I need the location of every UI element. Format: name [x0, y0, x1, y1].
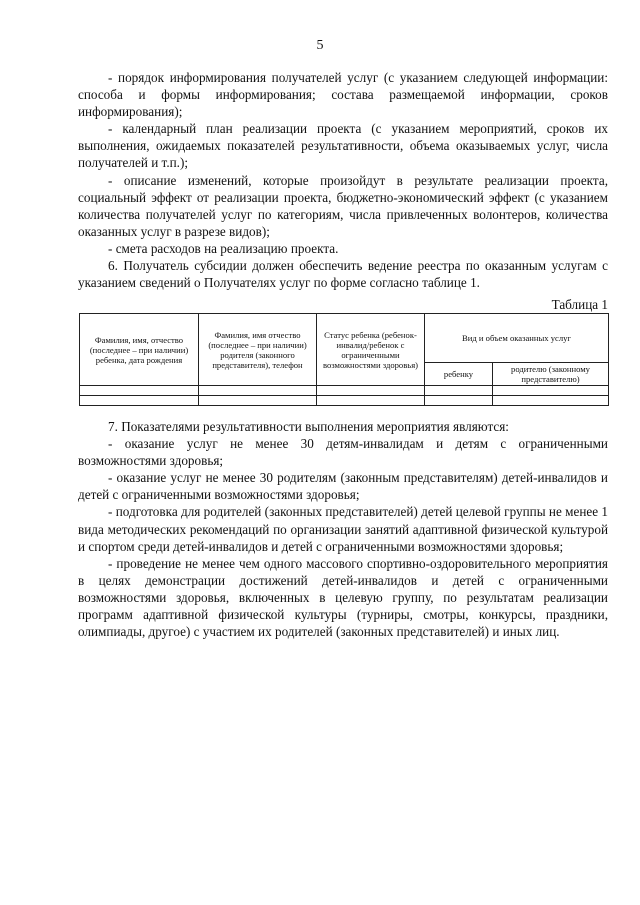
- table-cell: [493, 386, 609, 396]
- header-child-status: Статус ребенка (ребенок-инвалид/ребенок с ограниченными возможностями здоровья): [317, 314, 425, 386]
- paragraph-indicator-children: - оказание услуг не менее 30 детям-инвалидам и детям с ограниченными возможностями здоровья;: [78, 436, 608, 469]
- table-cell: [80, 396, 199, 406]
- table-cell: [199, 396, 317, 406]
- table-header-row: [80, 314, 609, 363]
- paragraph-indicator-sport-event: - проведение не менее чем одного массового спортивно-оздоровительного мероприятия в целях демонстрации достижений детей-инвалидов и детей с ограниченными возможностями здоровья, включенных в целевую группу, по результатам реализации программ адаптивной физической культуры (турниры, смотры, конкурсы, праздники, олимпиады, другое) с участием их родителей (законных представителей) и иных лиц.: [78, 555, 608, 640]
- table-cell: [199, 386, 317, 396]
- table-row: [80, 386, 609, 396]
- paragraph-information-procedure: - порядок информирования получателей услуг (с указанием следующей информации: способа и формы информирования; состава размещаемой информации, сроков информирования);: [78, 70, 608, 120]
- table-cell: [425, 386, 493, 396]
- paragraph-indicator-parents: - оказание услуг не менее 30 родителям (законным представителям) детей-инвалидов и детей с ограниченными возможностями здоровья;: [78, 470, 608, 503]
- header-services-parent: родителю (законному представителю): [493, 363, 609, 386]
- services-registry-table: [79, 313, 609, 406]
- header-services-child: ребенку: [425, 363, 493, 386]
- bottom-text-block: [78, 418, 608, 640]
- table-caption: Таблица 1: [551, 297, 608, 312]
- header-child-name: Фамилия, имя, отчество (последнее – при наличии) ребенка, дата рождения: [80, 314, 199, 386]
- table-cell: [317, 396, 425, 406]
- table-cell: [317, 386, 425, 396]
- table-cell: [493, 396, 609, 406]
- table-cell: [80, 386, 199, 396]
- paragraph-indicator-recommendations: - подготовка для родителей (законных представителей) детей целевой группы не менее 1 вида методических рекомендаций по организации занятий адаптивной физической культурой и спортом среди детей-инвалидов и детей с ограниченными возможностями здоровья;: [78, 504, 608, 554]
- header-services: Вид и объем оказанных услуг: [425, 314, 609, 363]
- top-text-block: [78, 69, 608, 291]
- paragraph-cost-estimate: - смета расходов на реализацию проекта.: [108, 240, 339, 256]
- paragraph-calendar-plan: - календарный план реализации проекта (с указанием мероприятий, сроков их выполнения, ожидаемых показателей результативности, объема оказываемых услуг, числа получателей и т.п.);: [78, 121, 608, 171]
- paragraph-registry-requirement: 6. Получатель субсидии должен обеспечить ведение реестра по оказанным услугам с указанием сведений о Получателях услуг по форме согласно таблице 1.: [78, 258, 608, 291]
- page-number: 5: [316, 38, 324, 53]
- table-row: [80, 396, 609, 406]
- paragraph-indicators-heading: 7. Показателями результативности выполнения мероприятия являются:: [108, 419, 509, 434]
- table-cell: [425, 396, 493, 406]
- paragraph-changes-description: - описание изменений, которые произойдут в результате реализации проекта, социальный эффект от реализации проекта, бюджетно-экономический эффект (с указанием количества получателей услуг по категориям, числа привлеченных волонтеров, количества оказанных услуг в разрезе видов);: [78, 172, 608, 239]
- header-parent-name: Фамилия, имя отчество (последнее – при наличии) родителя (законного представителя), телефон: [199, 314, 317, 386]
